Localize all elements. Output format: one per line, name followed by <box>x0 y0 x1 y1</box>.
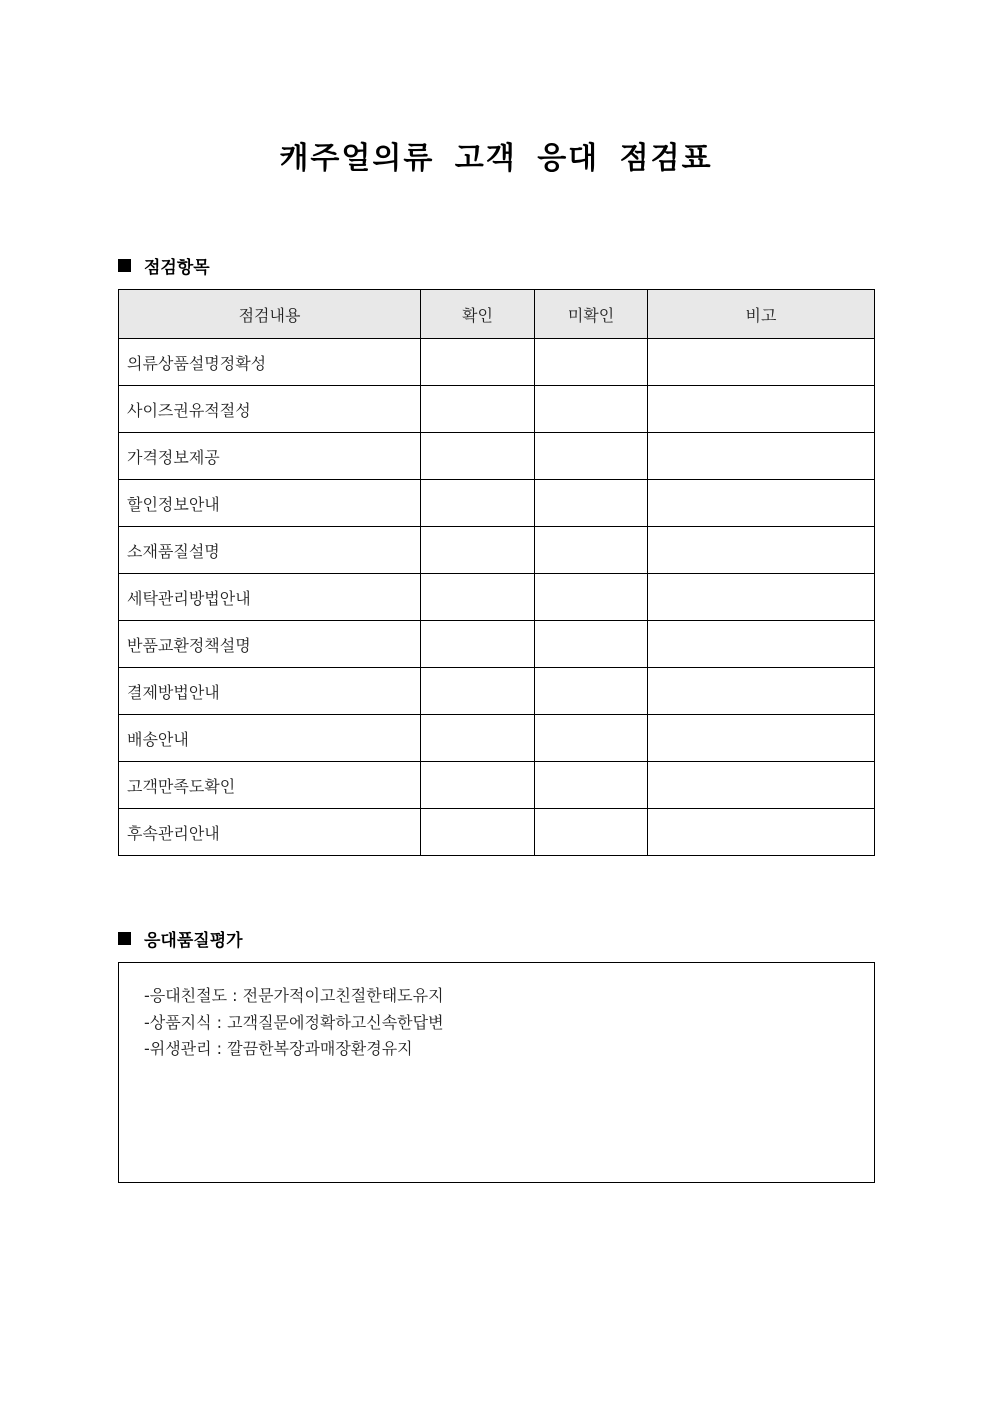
item-cell: 반품교환정책설명 <box>119 621 421 668</box>
confirmed-cell[interactable] <box>421 762 535 809</box>
item-cell: 고객만족도확인 <box>119 762 421 809</box>
note-cell[interactable] <box>648 668 875 715</box>
note-cell[interactable] <box>648 621 875 668</box>
note-cell[interactable] <box>648 339 875 386</box>
item-cell: 의류상품설명정확성 <box>119 339 421 386</box>
confirmed-cell[interactable] <box>421 339 535 386</box>
evaluation-line: -위생관리 : 깔끔한복장과매장환경유지 <box>144 1039 413 1058</box>
table-row <box>119 339 875 386</box>
table-row <box>119 527 875 574</box>
column-header-confirmed: 확인 <box>421 290 535 339</box>
column-header-unconfirmed: 미확인 <box>535 290 648 339</box>
unconfirmed-cell[interactable] <box>535 574 648 621</box>
square-bullet-icon <box>118 259 131 272</box>
note-cell[interactable] <box>648 433 875 480</box>
evaluation-heading-label: 응대품질평가 <box>144 931 243 951</box>
unconfirmed-cell[interactable] <box>535 527 648 574</box>
note-cell[interactable] <box>648 809 875 856</box>
item-cell: 사이즈권유적절성 <box>119 386 421 433</box>
confirmed-cell[interactable] <box>421 574 535 621</box>
unconfirmed-cell[interactable] <box>535 762 648 809</box>
table-row <box>119 621 875 668</box>
checklist-table <box>118 289 875 856</box>
checklist-heading-label: 점검항목 <box>144 258 210 278</box>
document-title: 캐주얼의류 고객 응대 점검표 <box>279 141 713 176</box>
note-cell[interactable] <box>648 574 875 621</box>
unconfirmed-cell[interactable] <box>535 339 648 386</box>
column-header-content: 점검내용 <box>119 290 421 339</box>
table-row <box>119 480 875 527</box>
note-cell[interactable] <box>648 386 875 433</box>
note-cell[interactable] <box>648 480 875 527</box>
table-header-row <box>119 290 875 339</box>
table-row <box>119 668 875 715</box>
confirmed-cell[interactable] <box>421 668 535 715</box>
table-row <box>119 574 875 621</box>
table-row <box>119 386 875 433</box>
table-row <box>119 762 875 809</box>
unconfirmed-cell[interactable] <box>535 715 648 762</box>
table-row <box>119 809 875 856</box>
evaluation-line: -상품지식 : 고객질문에정확하고신속한답변 <box>144 1012 444 1032</box>
item-cell: 후속관리안내 <box>119 809 421 856</box>
unconfirmed-cell[interactable] <box>535 386 648 433</box>
column-header-note: 비고 <box>648 290 875 339</box>
item-cell: 할인정보안내 <box>119 480 421 527</box>
checklist-heading <box>118 253 210 278</box>
item-cell: 결제방법안내 <box>119 668 421 715</box>
confirmed-cell[interactable] <box>421 527 535 574</box>
item-cell: 가격정보제공 <box>119 433 421 480</box>
item-cell: 배송안내 <box>119 715 421 762</box>
confirmed-cell[interactable] <box>421 386 535 433</box>
unconfirmed-cell[interactable] <box>535 621 648 668</box>
confirmed-cell[interactable] <box>421 480 535 527</box>
confirmed-cell[interactable] <box>421 621 535 668</box>
table-row <box>119 433 875 480</box>
square-bullet-icon <box>118 932 131 945</box>
item-cell: 소재품질설명 <box>119 527 421 574</box>
unconfirmed-cell[interactable] <box>535 809 648 856</box>
evaluation-heading <box>118 926 243 951</box>
table-row <box>119 715 875 762</box>
evaluation-box <box>118 962 875 1183</box>
unconfirmed-cell[interactable] <box>535 433 648 480</box>
note-cell[interactable] <box>648 762 875 809</box>
confirmed-cell[interactable] <box>421 715 535 762</box>
confirmed-cell[interactable] <box>421 809 535 856</box>
confirmed-cell[interactable] <box>421 433 535 480</box>
unconfirmed-cell[interactable] <box>535 480 648 527</box>
note-cell[interactable] <box>648 527 875 574</box>
note-cell[interactable] <box>648 715 875 762</box>
evaluation-line: -응대친절도 : 전문가적이고친절한태도유지 <box>144 986 444 1005</box>
unconfirmed-cell[interactable] <box>535 668 648 715</box>
item-cell: 세탁관리방법안내 <box>119 574 421 621</box>
